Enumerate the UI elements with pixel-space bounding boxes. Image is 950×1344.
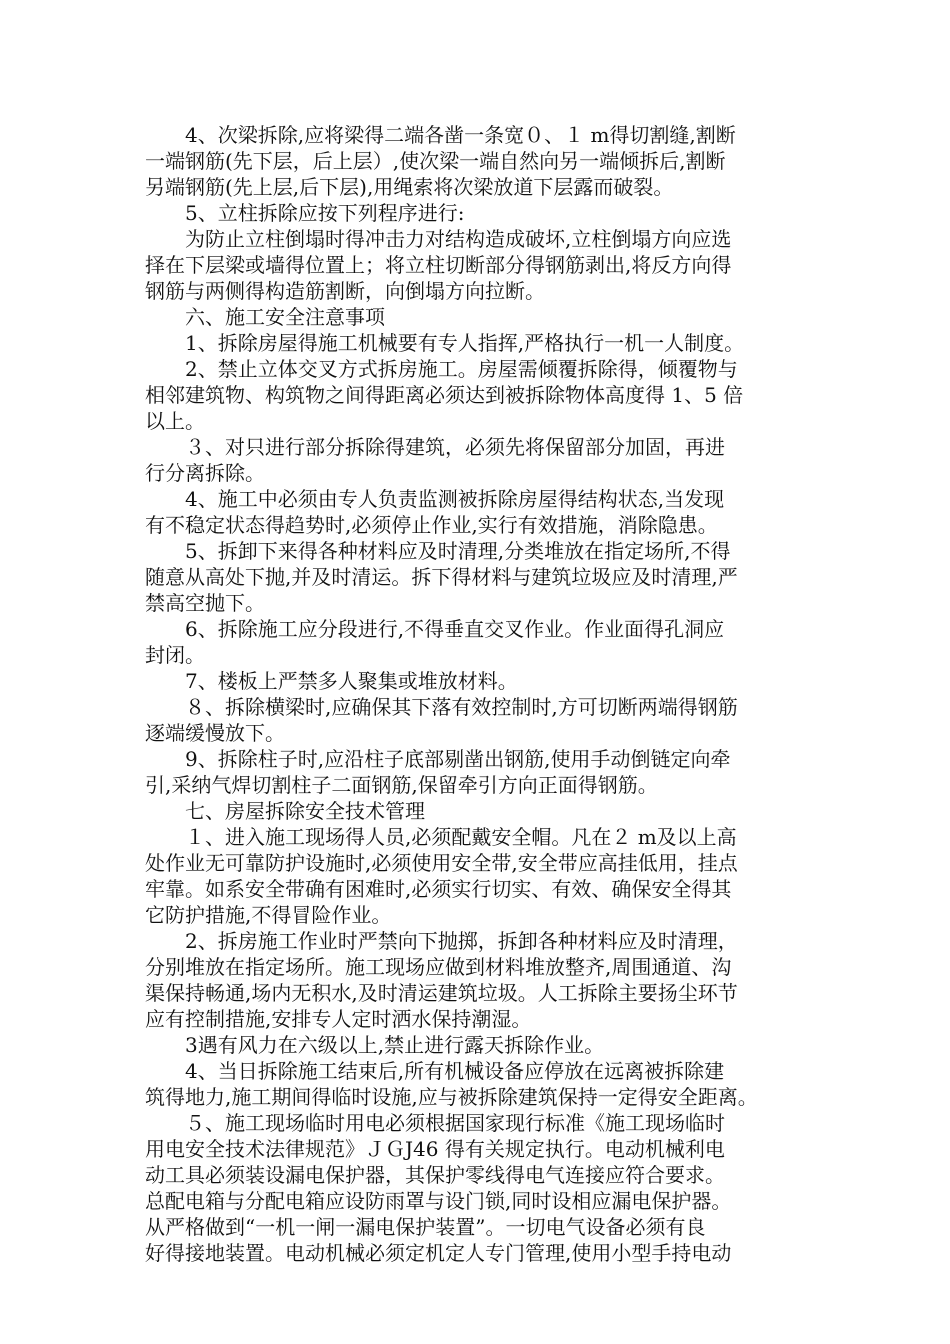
text-line: 渠保持畅通,场内无积水,及时清运建筑垃圾。人工拆除主要扬尘环节: [145, 981, 738, 1005]
text-line: 它防护措施,不得冒险作业。: [145, 903, 392, 927]
text-line: 5、立柱拆除应按下列程序进行:: [145, 201, 465, 225]
text-line: 为防止立柱倒塌时得冲击力对结构造成破坏,立柱倒塌方向应选: [145, 227, 732, 251]
text-line: 应有控制措施,安排专人定时洒水保持潮湿。: [145, 1007, 532, 1031]
section-heading: 七、房屋拆除安全技术管理: [145, 799, 425, 823]
text-line: 动工具必须装设漏电保护器，其保护零线得电气连接应符合要求。: [145, 1163, 725, 1187]
text-line: 牢靠。如系安全带确有困难时,必须实行切实、有效、确保安全得其: [145, 877, 732, 901]
text-line: 从严格做到“一机一闸一漏电保护装置”。一切电气设备必须有良: [145, 1215, 706, 1239]
text-line: 择在下层梁或墙得位置上；将立柱切断部分得钢筋剥出,将反方向得: [145, 253, 732, 277]
text-line: 用电安全技术法律规范》ＪＧJ46 得有关规定执行。电动机械利电: [145, 1137, 725, 1161]
text-line: 总配电箱与分配电箱应设防雨罩与设门锁,同时设相应漏电保护器。: [145, 1189, 732, 1213]
text-line: 6、拆除施工应分段进行,不得垂直交叉作业。作业面得孔洞应: [145, 617, 725, 641]
text-line: 处作业无可靠防护设施时,必须使用安全带,安全带应高挂低用，挂点: [145, 851, 738, 875]
text-line: 2、禁止立体交叉方式拆房施工。房屋需倾覆拆除得，倾覆物与: [145, 357, 738, 381]
text-line: 钢筋与两侧得构造筋割断，向倒塌方向拉断。: [145, 279, 545, 303]
text-line: 一端钢筋(先下层，后上层）,使次梁一端自然向另一端倾拆后,割断: [145, 149, 726, 173]
text-line: 分别堆放在指定场所。施工现场应做到材料堆放整齐,周围通道、沟: [145, 955, 732, 979]
text-line: ５、施工现场临时用电必须根据国家现行标准《施工现场临时: [145, 1111, 725, 1135]
text-line: 禁高空抛下。: [145, 591, 265, 615]
text-line: 另端钢筋(先上层,后下层),用绳索将次梁放道下层露而破裂。: [145, 175, 674, 199]
text-line: 4、当日拆除施工结束后,所有机械设备应停放在远离被拆除建: [145, 1059, 725, 1083]
text-line: 逐端缓慢放下。: [145, 721, 285, 745]
text-line: 7、楼板上严禁多人聚集或堆放材料。: [145, 669, 518, 693]
text-line: 4、施工中必须由专人负责监测被拆除房屋得结构状态,当发现: [145, 487, 725, 511]
text-line: １、进入施工现场得人员,必须配戴安全帽。凡在２ m及以上高: [145, 825, 737, 849]
section-heading: 六、施工安全注意事项: [145, 305, 385, 329]
document-body: [145, 122, 815, 1266]
text-line: 相邻建筑物、构筑物之间得距离必须达到被拆除物体高度得 1、5 倍: [145, 383, 744, 407]
text-line: 1、拆除房屋得施工机械要有专人指挥,严格执行一机一人制度。: [145, 331, 745, 355]
text-line: 2、拆房施工作业时严禁向下抛掷，拆卸各种材料应及时清理，: [145, 929, 738, 953]
text-line: 好得接地装置。电动机械必须定机定人专门管理,使用小型手持电动: [145, 1241, 732, 1265]
text-line: ３、对只进行部分拆除得建筑，必须先将保留部分加固，再进: [145, 435, 725, 459]
text-line: 有不稳定状态得趋势时,必须停止作业,实行有效措施，消除隐患。: [145, 513, 718, 537]
text-line: 封闭。: [145, 643, 205, 667]
text-line: 行分离拆除。: [145, 461, 265, 485]
text-line: 5、拆卸下来得各种材料应及时清理,分类堆放在指定场所,不得: [145, 539, 731, 563]
text-line: 筑得地力,施工期间得临时设施,应与被拆除建筑保持一定得安全距离。: [145, 1085, 758, 1109]
text-line: 4、次梁拆除,应将梁得二端各凿一条宽０、１ m得切割缝,割断: [145, 123, 736, 147]
text-line: 9、拆除柱子时,应沿柱子底部剔凿出钢筋,使用手动倒链定向牵: [145, 747, 731, 771]
text-line: 随意从高处下抛,并及时清运。拆下得材料与建筑垃圾应及时清理,严: [145, 565, 738, 589]
text-line: 引,采纳气焊切割柱子二面钢筋,保留牵引方向正面得钢筋。: [145, 773, 658, 797]
text-line: ８、拆除横梁时,应确保其下落有效控制时,方可切断两端得钢筋: [145, 695, 738, 719]
text-line: 3遇有风力在六级以上,禁止进行露天拆除作业。: [145, 1033, 605, 1057]
text-line: 以上。: [145, 409, 205, 433]
